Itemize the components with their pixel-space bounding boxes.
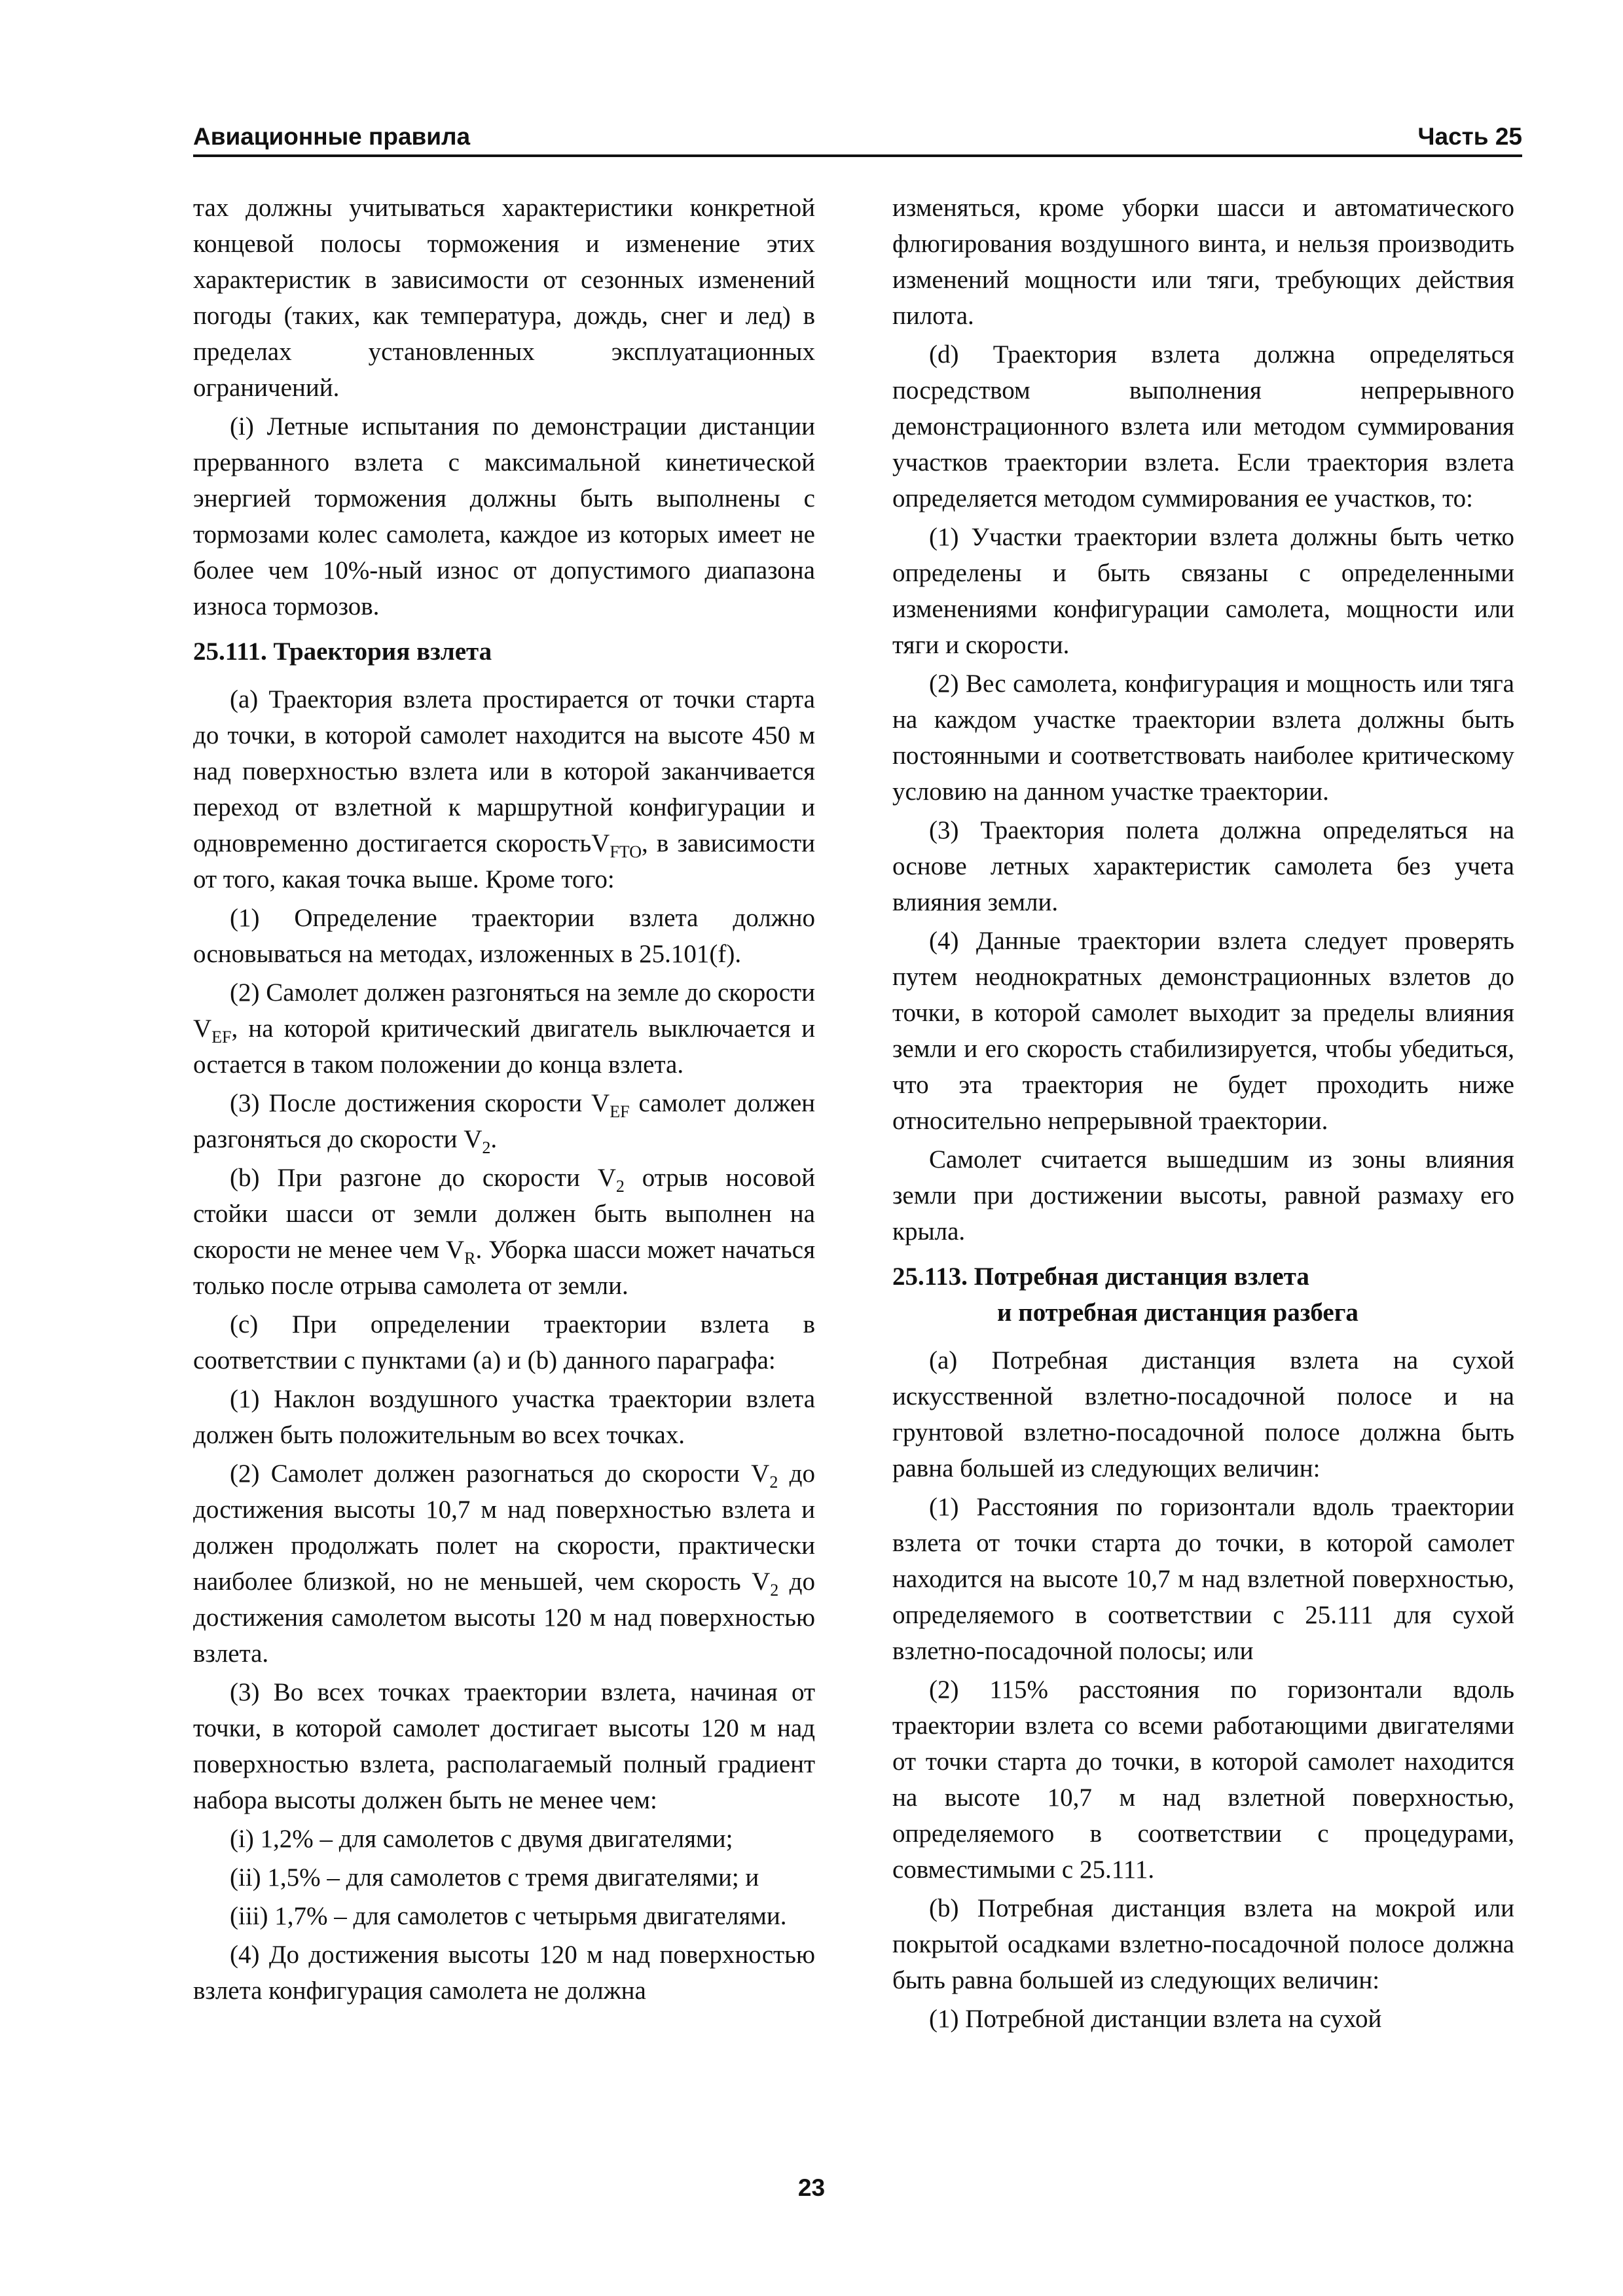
paragraph: (1) Потребной дистанции взлета на сухой [929,2005,1382,2033]
list-item: (ii) 1,5% – для самолетов с тремя двигателями; и [230,1863,759,1892]
paragraph: (i) Летные испытания по демонстрации дистанции прерванного взлета с максимальной кинетической энергией торможения должны быть выполнены с тормозами колес самолета, каждое из которых имеет не более чем 10%-ный износ от допустимого диапазона износа тормозов. [193,412,815,620]
paragraph: (3) Траектория полета должна определяться на основе летных характеристик самолета без учета влияния земли. [892,816,1514,916]
list-item: (i) 1,2% – для самолетов с двумя двигателями; [230,1825,733,1853]
heading-line-1: 25.113. Потребная дистанция взлета [892,1263,1309,1291]
paragraph: (4) Данные траектории взлета следует проверять путем неоднократных демонстрационных взлетов до точки, в которой самолет выходит за пределы влияния земли и его скорость стабилизируется, чтобы убедиться, что эта траектория не будет проходить ниже относительно непрерывной траектории. [892,927,1514,1135]
paragraph: (c) При определении траектории взлета в соответствии с пунктами (а) и (b) данного параграфа: [193,1310,815,1374]
paragraph: Самолет считается вышедшим из зоны влияния земли при достижении высоты, равной размаху его крыла. [892,1145,1514,1246]
paragraph: (а) Потребная дистанция взлета на сухой искусственной взлетно-посадочной полосе и на грунтовой взлетно-посадочной полосе должна быть равна большей из следующих величин: [892,1346,1514,1482]
paragraph: (b) При разгоне до скорости $V_2$ отрыв носовой стойки шасси от земли должен быть выполнен на скорости не менее чем $V_R$. Уборка шасси может начаться только после отрыва самолета от земли. [193,1164,816,1300]
paragraph: тах должны учитываться характеристики конкретной концевой полосы торможения и изменение этих характеристик в зависимости от сезонных изменений погоды (таких, как температура, дождь, снег и лед) в пределах установленных эксплуатационных ограничений. [193,194,815,402]
paragraph: (3) Во всех точках траектории взлета, начиная от точки, в которой самолет достигает высоты 120 м над поверхностью взлета, располагаемый полный градиент набора высоты должен быть не менее чем: [193,1678,815,1814]
right-column [892,190,1514,2039]
paragraph: (а) Траектория взлета простирается от точки старта до точки, в которой самолет находится на высоте 450 м над поверхностью взлета или в которой заканчивается переход от взлетной к маршрутной конфигурации и одновременно достигается скоростьV$_{FTO}$, в зависимости от того, какая точка выше. Кроме того: [193,685,815,893]
list-item: (iii) 1,7% – для самолетов с четырьмя двигателями. [230,1902,787,1930]
paragraph: (2) Вес самолета, конфигурация и мощность или тяга на каждом участке траектории взлета должны быть постоянными и соответствовать наиболее критическому условию на данном участке траектории. [892,670,1514,806]
header-part-label: Часть 25 [1417,123,1522,150]
paragraph: (2) Самолет должен разгоняться на земле до скорости $V_{EF}$, на которой критический двигатель выключается и остается в таком положении до конца взлета. [193,978,815,1079]
left-column [193,190,815,2011]
section-heading-25-111: 25.111. Траектория взлета [193,637,492,666]
paragraph: изменяться, кроме уборки шасси и автоматического флюгирования воздушного винта, и нельзя производить изменений мощности или тяги, требующих действия пилота. [892,194,1514,330]
paragraph: (2) Самолет должен разогнаться до скорости $V_2$ до достижения высоты 10,7 м над поверхностью взлета и должен продолжать полет на скорости, практически наиболее близкой, но не меньшей, чем скорость $V_2$ до достижения самолетом высоты 120 м над поверхностью взлета. [193,1460,816,1668]
paragraph: (4) До достижения высоты 120 м над поверхностью взлета конфигурация самолета не должна [193,1941,815,2005]
header-document-title: Авиационные правила [193,123,471,150]
section-heading-25-113 [892,1259,1514,1331]
paragraph: (3) После достижения скорости $V_{EF}$ самолет должен разгоняться до скорости $V_2$. [193,1089,816,1157]
page-number: 23 [797,2174,826,2201]
paragraph: (1) Наклон воздушного участка траектории взлета должен быть положительным во всех точках. [193,1385,815,1449]
paragraph: (b) Потребная дистанция взлета на мокрой или покрытой осадками взлетно-посадочной полосе должна быть равна большей из следующих величин: [892,1894,1514,1994]
paragraph: (2) 115% расстояния по горизонтали вдоль траектории взлета со всеми работающими двигателями от точки старта до точки, в которой самолет находится на высоте 10,7 м над взлетной поверхностью, определяемого в соответствии с процедурами, совместимыми с 25.111. [892,1676,1514,1884]
paragraph: (1) Участки траектории взлета должны быть четко определены и быть связаны с определенными изменениями конфигурации самолета, мощности или тяги и скорости. [892,523,1514,659]
page-header [193,110,1522,157]
heading-line-2: и потребная дистанция разбега [997,1299,1359,1327]
paragraph: (1) Определение траектории взлета должно основываться на методах, изложенных в 25.101(f). [193,904,815,968]
paragraph: (1) Расстояния по горизонтали вдоль траектории взлета от точки старта до точки, в которой самолет находится на высоте 10,7 м над взлетной поверхностью, определяемого в соответствии с 25.111 для сухой взлетно-посадочной полосы; или [892,1493,1514,1665]
paragraph: (d) Траектория взлета должна определяться посредством выполнения непрерывного демонстрационного взлета или методом суммирования участков траектории взлета. Если траектория взлета определяется методом суммирования ее участков, то: [892,340,1514,512]
